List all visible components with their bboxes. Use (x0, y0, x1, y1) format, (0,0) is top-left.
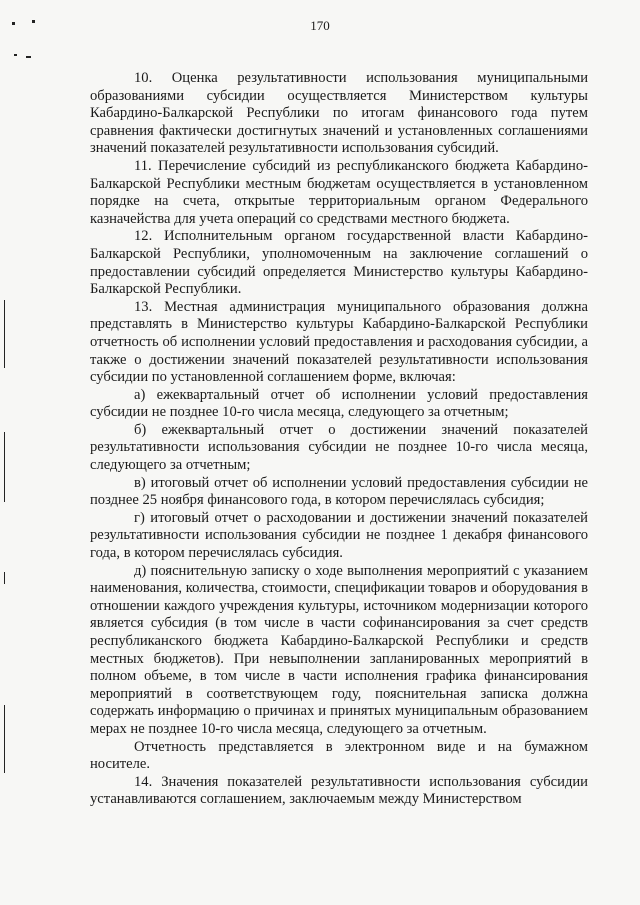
scan-dot (32, 20, 35, 23)
page-number: 170 (310, 18, 330, 33)
paragraph-10: 10. Оценка результативности использования муниципальными образованиями субсидии осуществляется Министерством культуры Кабардино-Балкарской Республики по итогам финансового года путем сравнения фактически достигнутых значений и установленных соглашениями значений показателей результативности использования субсидий. (90, 70, 588, 157)
list-item-a: а) ежеквартальный отчет об исполнении условий предоставления субсидии не позднее 10-го числа месяца, следующего за отчетным; (90, 386, 588, 421)
scan-line (4, 705, 5, 773)
list-item-v: в) итоговый отчет об исполнении условий предоставления субсидии не позднее 25 ноября финансового года, в котором перечислялась субсидия; (90, 474, 588, 509)
scan-line (4, 300, 5, 368)
document-body (90, 70, 588, 809)
list-item-g: г) итоговый отчет о расходовании и достижении значений показателей результативности использования субсидии не позднее 1 декабря финансового года, в котором перечислялась субсидия. (90, 509, 588, 562)
scan-dot (26, 56, 31, 58)
scan-line (4, 432, 5, 502)
reporting-format-paragraph: Отчетность представляется в электронном виде и на бумажном носителе. (90, 738, 588, 773)
paragraph-13: 13. Местная администрация муниципального образования должна представлять в Министерство культуры Кабардино-Балкарской Республики отчетность об исполнении условий предоставления и расходования субсидии, а также о достижении значений показателей результативности использования субсидии по установленной соглашением форме, включая: (90, 298, 588, 386)
paragraph-12: 12. Исполнительным органом государственной власти Кабардино-Балкарской Республики, уполномоченным на заключение соглашений о предоставлении субсидий определяется Министерство культуры Кабардино-Балкарской Республики. (90, 228, 588, 298)
list-item-d: д) пояснительную записку о ходе выполнения мероприятий с указанием наименования, количества, стоимости, спецификации товаров и оборудования в отношении каждого учреждения культуры, источником модернизации которого является субсидия (в том числе в части софинансирования за счет средств республиканского бюджета Кабардино-Балкарской Республики и средств местных бюджетов). При невыполнении запланированных мероприятий в полном объеме, в том числе в части исполнения графика финансирования мероприятий в соответствующем году, пояснительная записка должна содержать информацию о причинах и принятых муниципальным образованием мерах не позднее 10-го числа месяца, следующего за отчетным. (90, 562, 588, 737)
scan-line (4, 572, 5, 584)
paragraph-11: 11. Перечисление субсидий из республиканского бюджета Кабардино-Балкарской Республики местным бюджетам осуществляется в установленном порядке на счета, открытые территориальным органом Федерального казначейства для учета операций со средствами местного бюджета. (90, 157, 588, 227)
scan-dot (12, 22, 15, 25)
list-item-b: б) ежеквартальный отчет о достижении значений показателей результативности использования субсидии не позднее 10-го числа месяца, следующего за отчетным; (90, 421, 588, 474)
paragraph-14: 14. Значения показателей результативности использования субсидии устанавливаются соглашением, заключаемым между Министерством (90, 773, 588, 808)
scan-dot (14, 54, 17, 56)
